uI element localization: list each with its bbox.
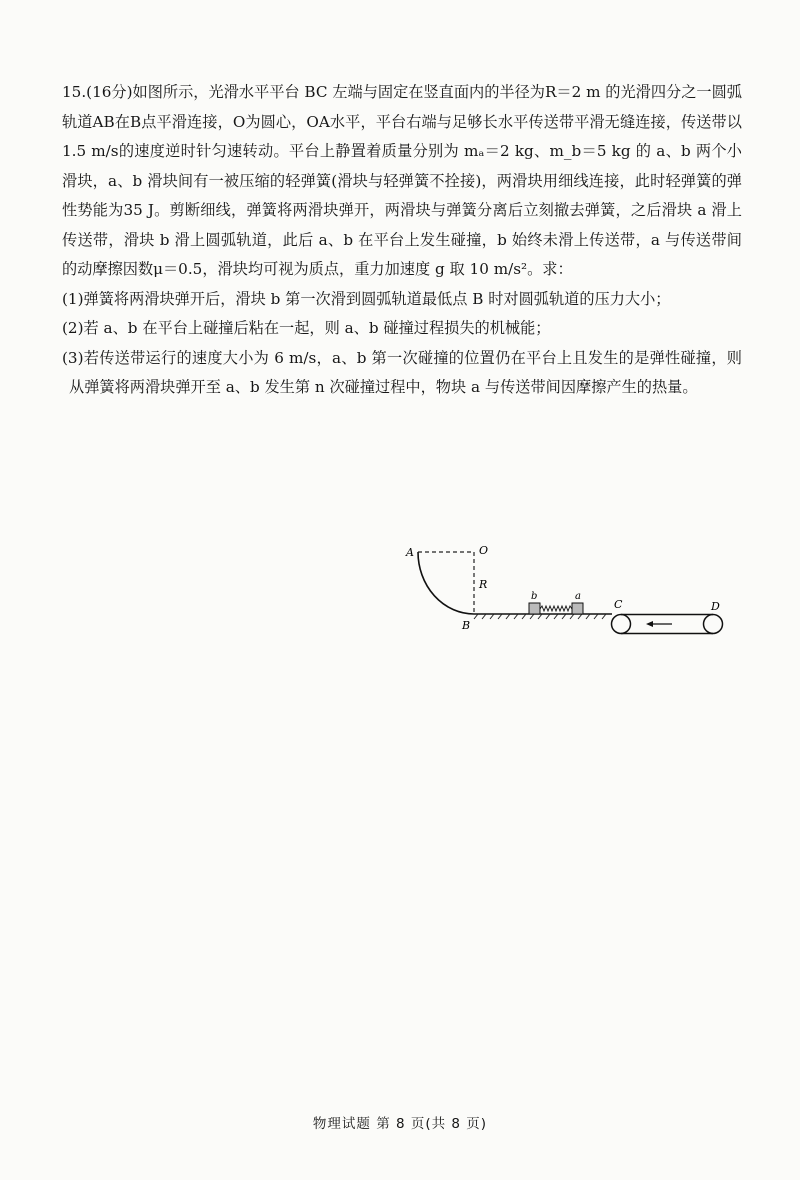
label-d-point: D (711, 600, 720, 613)
label-b-point: B (462, 619, 471, 632)
pulley-c (612, 615, 631, 634)
label-block-b: b (531, 591, 538, 602)
label-a-point: A (406, 546, 414, 559)
label-c-point: C (614, 598, 623, 611)
block-a (572, 603, 583, 614)
problem-15 (62, 78, 742, 403)
belt-direction-arrow-icon (646, 621, 672, 627)
label-block-a: a (575, 591, 581, 602)
page-footer: 物理试题 第 8 页(共 8 页) (312, 1116, 488, 1132)
question-3: (3)若传送带运行的速度大小为 6 m/s，a、b 第一次碰撞的位置仍在平台上且发生的是弹性碰撞，则从弹簧将两滑块弹开至 a、b 发生第 n 次碰撞过程中，物块 a 与传送带间因摩擦产生的热量。 (62, 348, 742, 396)
compressed-spring (540, 606, 572, 611)
label-radius: R (479, 578, 488, 591)
diagram-svg (400, 540, 730, 650)
label-o-point: O (479, 544, 489, 557)
physics-diagram (400, 540, 730, 650)
question-1: (1)弹簧将两滑块弹开后，滑块 b 第一次滑到圆弧轨道最低点 B 时对圆弧轨道的压力大小； (62, 289, 671, 308)
pulley-d (704, 615, 723, 634)
block-b (529, 603, 540, 614)
arc-track-ab (418, 552, 474, 614)
question-2: (2)若 a、b 在平台上碰撞后粘在一起，则 a、b 碰撞过程损失的机械能； (62, 319, 551, 337)
problem-stem: 15.(16分)如图所示，光滑水平平台 BC 左端与固定在竖直面内的半径为R＝2 m 的光滑四分之一圆弧轨道AB在B点平滑连接，O为圆心，OA水平，平台右端与足够长水平传送带平滑无缝连接，传送带以1.5 m/s的速度逆时针匀速转动。平台上静置着质量分别为 mₐ＝2 kg、m_b＝5 kg 的 a、b 两个小滑块，a、b 滑块间有一被压缩的轻弹簧(滑块与轻弹簧不拴接)，两滑块用细线连接，此时轻弹簧的弹性势能为35 J。剪断细线，弹簧将两滑块弹开，两滑块与弹簧分离后立刻撤去弹簧，之后滑块 a 滑上传送带，滑块 b 滑上圆弧轨道，此后 a、b 在平台上发生碰撞，b 始终未滑上传送带，a 与传送带间的动摩擦因数μ＝0.5，滑块均可视为质点，重力加速度 g 取 10 m/s²。求： (62, 83, 742, 278)
